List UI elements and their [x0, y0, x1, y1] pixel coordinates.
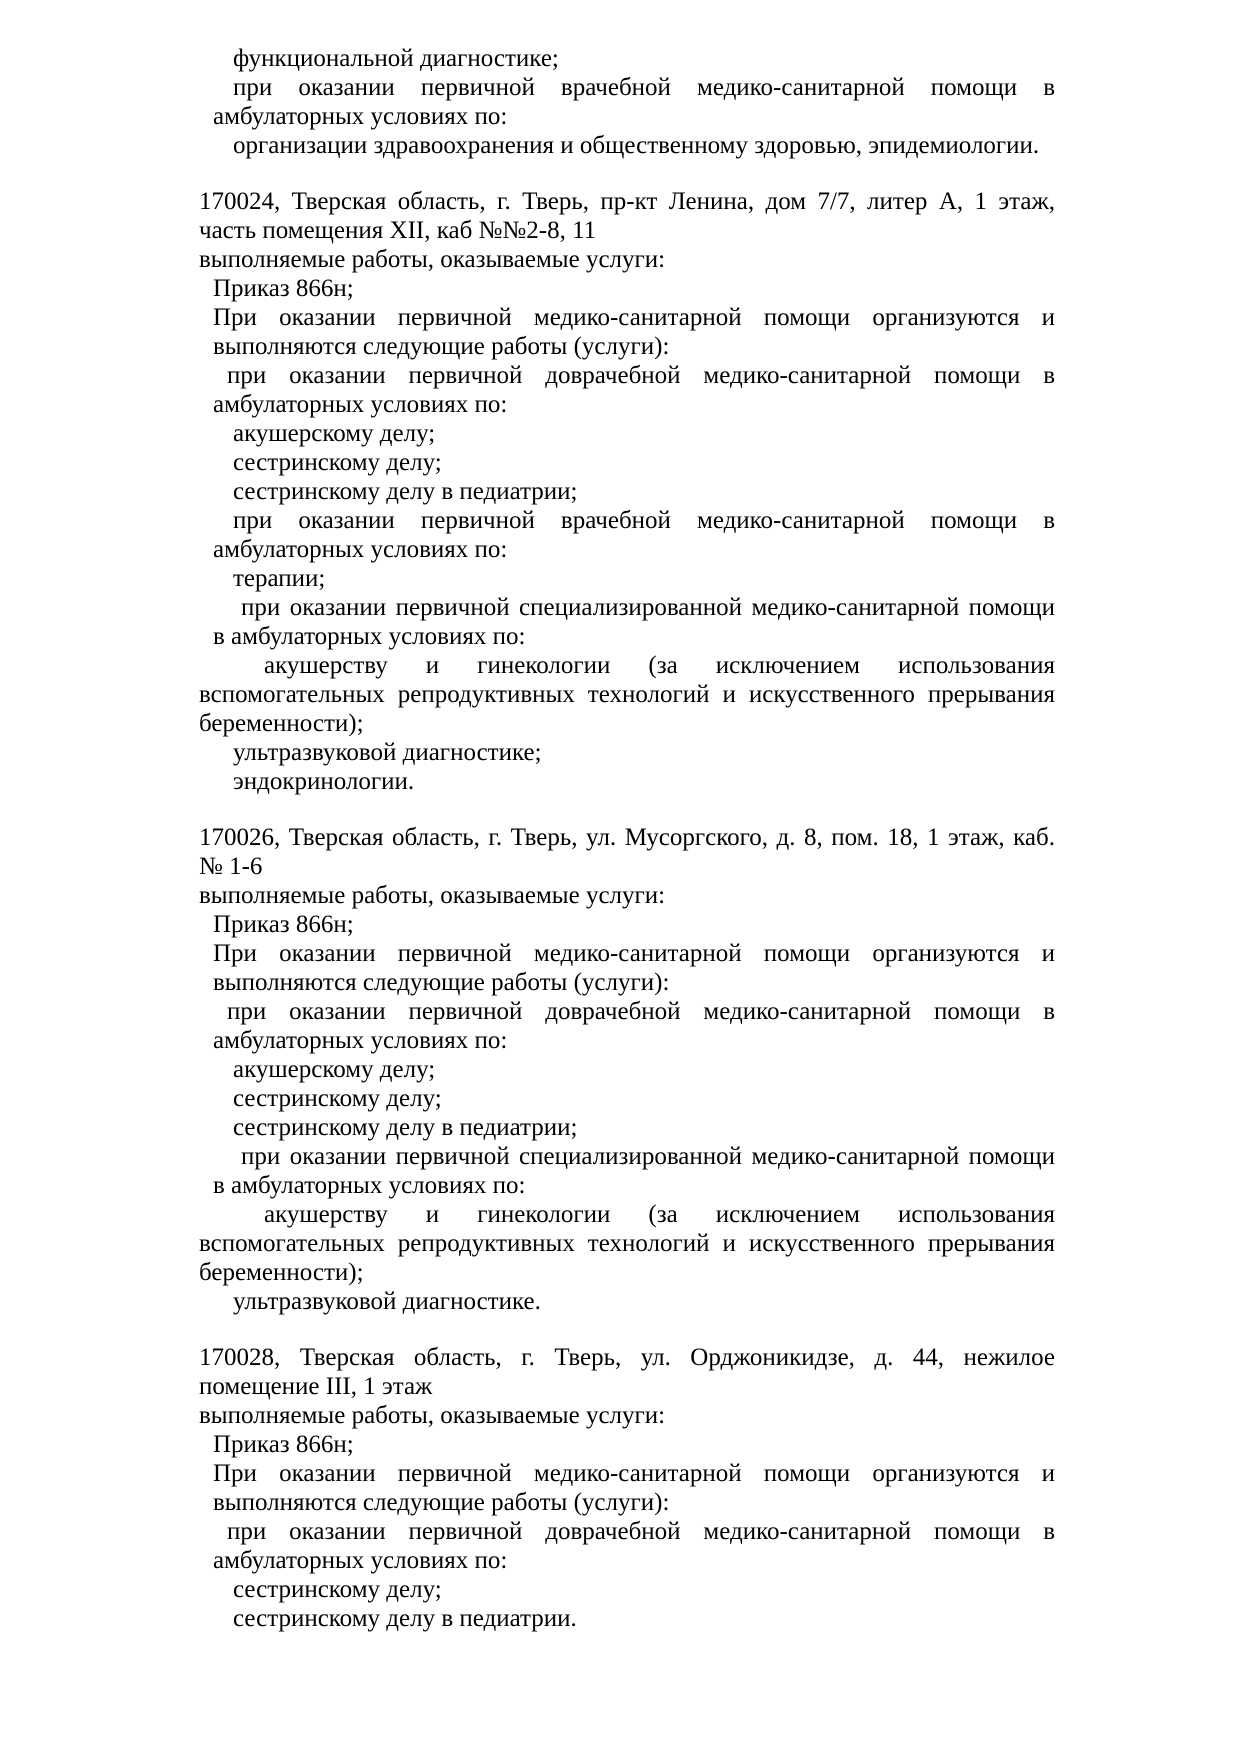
text-paragraph: при оказании первичной специализированной медико-санитарной помощи в амбулаторных условиях по:: [213, 594, 1055, 650]
text-paragraph: терапии;: [233, 565, 326, 592]
text-paragraph: При оказании первичной медико-санитарной помощи организуются и выполняются следующие работы (услуги):: [213, 304, 1055, 360]
text-paragraph: при оказании первичной врачебной медико-санитарной помощи в амбулаторных условиях по:: [213, 74, 1055, 130]
text-paragraph: ультразвуковой диагностике;: [233, 739, 542, 766]
text-paragraph: сестринскому делу в педиатрии;: [233, 478, 578, 505]
text-paragraph: выполняемые работы, оказываемые услуги:: [199, 1402, 666, 1429]
text-paragraph: акушерству и гинекологии (за исключением использования вспомогательных репродуктивных технологий и искусственного прерывания беременности);: [199, 652, 1055, 737]
text-paragraph: При оказании первичной медико-санитарной помощи организуются и выполняются следующие работы (услуги):: [213, 1460, 1055, 1516]
text-paragraph: Приказ 866н;: [213, 1431, 354, 1458]
text-paragraph: сестринскому делу в педиатрии;: [233, 1114, 578, 1141]
text-paragraph: эндокринологии.: [233, 768, 415, 795]
text-paragraph: при оказании первичной доврачебной медико-санитарной помощи в амбулаторных условиях по:: [213, 998, 1055, 1054]
text-paragraph: сестринскому делу;: [233, 1576, 442, 1603]
text-paragraph: акушерскому делу;: [233, 420, 436, 447]
text-paragraph: при оказании первичной доврачебной медико-санитарной помощи в амбулаторных условиях по:: [213, 362, 1055, 418]
text-paragraph: сестринскому делу;: [233, 449, 442, 476]
text-paragraph: сестринскому делу;: [233, 1085, 442, 1112]
text-paragraph: сестринскому делу в педиатрии.: [233, 1605, 577, 1632]
text-paragraph: при оказании первичной специализированной медико-санитарной помощи в амбулаторных условиях по:: [213, 1143, 1055, 1199]
text-paragraph: акушерству и гинекологии (за исключением использования вспомогательных репродуктивных технологий и искусственного прерывания беременности);: [199, 1201, 1055, 1286]
text-paragraph: акушерскому делу;: [233, 1056, 436, 1083]
text-paragraph: организации здравоохранения и общественному здоровью, эпидемиологии.: [233, 132, 1040, 159]
text-paragraph: 170026, Тверская область, г. Тверь, ул. Мусоргского, д. 8, пом. 18, 1 этаж, каб. № 1-6: [199, 824, 1055, 880]
text-paragraph: выполняемые работы, оказываемые услуги:: [199, 246, 666, 273]
text-paragraph: выполняемые работы, оказываемые услуги:: [199, 882, 666, 909]
text-paragraph: 170024, Тверская область, г. Тверь, пр-кт Ленина, дом 7/7, литер А, 1 этаж, часть помещения XII, каб №№2-8, 11: [199, 188, 1055, 244]
text-paragraph: при оказании первичной доврачебной медико-санитарной помощи в амбулаторных условиях по:: [213, 1518, 1055, 1574]
text-paragraph: 170028, Тверская область, г. Тверь, ул. Орджоникидзе, д. 44, нежилое помещение III, 1 этаж: [199, 1344, 1055, 1400]
text-paragraph: Приказ 866н;: [213, 275, 354, 302]
text-paragraph: функциональной диагностике;: [233, 45, 559, 72]
text-paragraph: Приказ 866н;: [213, 911, 354, 938]
text-paragraph: При оказании первичной медико-санитарной помощи организуются и выполняются следующие работы (услуги):: [213, 940, 1055, 996]
text-paragraph: при оказании первичной врачебной медико-санитарной помощи в амбулаторных условиях по:: [213, 507, 1055, 563]
text-paragraph: ультразвуковой диагностике.: [233, 1288, 541, 1315]
